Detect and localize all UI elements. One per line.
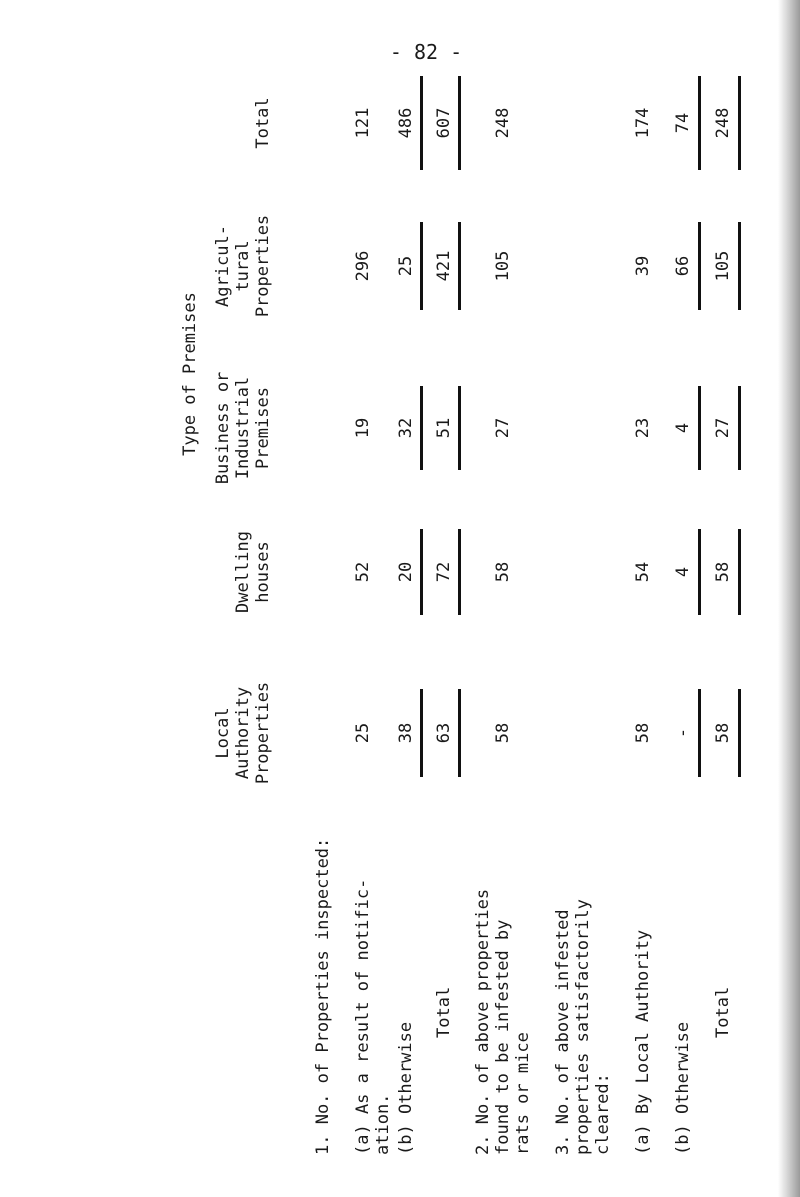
total-rule-business <box>458 386 461 470</box>
cell-1-total-agricultural: 421 <box>434 250 454 282</box>
subtotal-rule-agricultural <box>420 222 423 310</box>
cell-1b-local-authority: 38 <box>396 722 416 744</box>
cell-3a-total: 174 <box>633 107 653 139</box>
cell-3-total-dwelling-houses: 58 <box>713 561 733 583</box>
subtotal-rule-local-authority <box>420 689 423 777</box>
row-3-label-line3: cleared: <box>593 1073 613 1155</box>
total-rule-agricultural <box>458 222 461 310</box>
cell-2-local-authority: 58 <box>493 722 513 744</box>
subtotal-rule-3-business <box>698 386 701 470</box>
subtotal-rule-total <box>420 76 423 170</box>
total-rule-local-authority <box>458 689 461 777</box>
column-header-dwelling-houses-line2: houses <box>253 541 273 603</box>
total-rule-3-dwelling-houses <box>738 529 741 615</box>
cell-3b-agricultural: 66 <box>673 255 693 277</box>
row-3-total-label: Total <box>713 986 733 1038</box>
page-edge-shadow <box>778 0 800 1197</box>
subtotal-rule-3-local-authority <box>698 689 701 777</box>
column-header-business-line1: Business or <box>213 371 233 485</box>
row-3-label-line1: 3. No. of above infested <box>553 909 573 1155</box>
cell-1b-agricultural: 25 <box>396 255 416 277</box>
column-header-dwelling-houses-line1: Dwelling <box>233 531 253 613</box>
cell-2-agricultural: 105 <box>493 250 513 282</box>
cell-1-total-local-authority: 63 <box>434 722 454 744</box>
row-3-label-line2: properties satisfactorily <box>573 899 593 1155</box>
row-1-total-label: Total <box>434 986 454 1038</box>
cell-1a-local-authority: 25 <box>353 722 373 744</box>
cell-1a-agricultural: 296 <box>353 250 373 282</box>
cell-2-total: 248 <box>493 107 513 139</box>
cell-3-total-total: 248 <box>713 107 733 139</box>
column-header-business-line3: Premises <box>253 387 273 469</box>
cell-3b-total: 74 <box>673 112 693 134</box>
total-rule-3-total <box>738 76 741 170</box>
column-header-local-authority-line2: Authority <box>233 686 253 780</box>
cell-2-business: 27 <box>493 417 513 439</box>
total-rule-3-business <box>738 386 741 470</box>
cell-1b-dwelling-houses: 20 <box>396 561 416 583</box>
total-rule-total <box>458 76 461 170</box>
column-header-local-authority-line1: Local <box>213 707 233 759</box>
row-1-label: 1. No. of Properties inspected: <box>313 837 333 1155</box>
row-3a-label: (a) By Local Authority <box>633 929 653 1155</box>
cell-3-total-agricultural: 105 <box>713 250 733 282</box>
column-header-local-authority-line3: Properties <box>253 681 273 785</box>
type-of-premises-heading: Type of Premises <box>180 292 200 456</box>
cell-2-dwelling-houses: 58 <box>493 561 513 583</box>
cell-1a-total: 121 <box>353 107 373 139</box>
column-header-agricultural-line2: tural <box>233 240 253 292</box>
cell-3a-local-authority: 58 <box>633 722 653 744</box>
cell-3a-dwelling-houses: 54 <box>633 561 653 583</box>
subtotal-rule-business <box>420 386 423 470</box>
total-rule-dwelling-houses <box>458 529 461 615</box>
cell-3b-local-authority: - <box>673 727 693 739</box>
cell-3a-business: 23 <box>633 417 653 439</box>
cell-1b-total: 486 <box>396 107 416 139</box>
cell-1-total-total: 607 <box>434 107 454 139</box>
cell-3-total-local-authority: 58 <box>713 722 733 744</box>
subtotal-rule-dwelling-houses <box>420 529 423 615</box>
cell-3a-agricultural: 39 <box>633 255 653 277</box>
subtotal-rule-3-total <box>698 76 701 170</box>
cell-3b-dwelling-houses: 4 <box>673 566 693 578</box>
column-header-agricultural-line1: Agricul- <box>213 225 233 307</box>
page-number: - 82 - <box>389 40 463 64</box>
column-header-agricultural-line3: Properties <box>253 214 273 318</box>
row-1b-label: (b) Otherwise <box>396 1021 416 1155</box>
cell-1-total-dwelling-houses: 72 <box>434 561 454 583</box>
subtotal-rule-3-agricultural <box>698 222 701 310</box>
cell-3-total-business: 27 <box>713 417 733 439</box>
column-header-total: Total <box>253 97 273 149</box>
column-header-business-line2: Industrial <box>233 376 253 480</box>
cell-1a-business: 19 <box>353 417 373 439</box>
total-rule-3-agricultural <box>738 222 741 310</box>
cell-1a-dwelling-houses: 52 <box>353 561 373 583</box>
row-2-label-line3: rats or mice <box>513 1032 533 1155</box>
row-2-label-line2: found to be infested by <box>493 919 513 1155</box>
cell-1-total-business: 51 <box>434 417 454 439</box>
row-1a-label-line2: ation. <box>373 1093 393 1155</box>
row-1a-label-line1: (a) As a result of notific- <box>353 878 373 1155</box>
subtotal-rule-3-dwelling-houses <box>698 529 701 615</box>
total-rule-3-local-authority <box>738 689 741 777</box>
row-3b-label: (b) Otherwise <box>673 1021 693 1155</box>
cell-1b-business: 32 <box>396 417 416 439</box>
row-2-label-line1: 2. No. of above properties <box>473 888 493 1155</box>
cell-3b-business: 4 <box>673 422 693 434</box>
rats-and-mice-table <box>180 80 780 1155</box>
